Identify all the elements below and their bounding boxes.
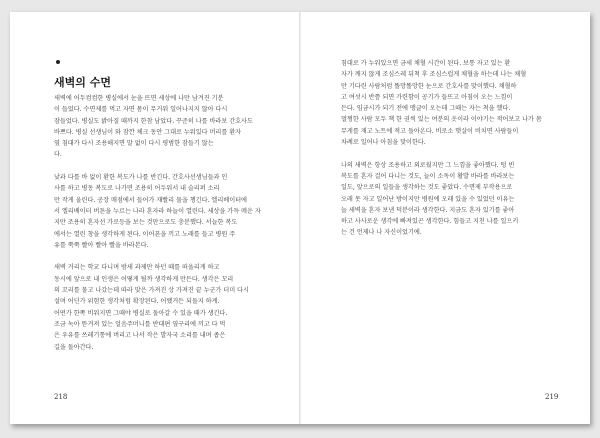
section-bullet <box>56 60 60 64</box>
text-line: 침대로 가 누워있으면 금세 채혈 시간이 된다. 보통 자고 있는 환 <box>341 60 511 67</box>
text-line: 복도를 혼자 걸어 다니는 것도, 늘이 소독이 활발 바라를 바라보는 <box>341 172 515 180</box>
text-line: 무게를 재고 노트에 적고 돌아온다. 비로소 햇살이 비치면 사람들이 <box>341 127 519 135</box>
text-line: 잠들었다. 병실도 밝아질 때까지 한참 남았다. 꾸준히 나를 바라보 간호사도 <box>54 117 253 125</box>
section-title: 새벽의 수면 <box>54 76 111 89</box>
text-line: 일도, 앞으로의 일들을 생각하는 것도 좋았다. 수면제 부작용으로 <box>341 184 513 192</box>
text-line: 설며 어딘가 위험한 생각처럼 확장된다. 어쨌거든 되돌지 하게. <box>54 298 220 306</box>
text-line: 늘 새벽을 혼자 보낸 덕분이라 생각한다. 지금도 혼자 있기를 좋아 <box>341 206 515 214</box>
text-line: 새벽 거리는 학교 다니며 밤새 과제만 하던 때를 떠올리게 하고 <box>54 264 220 272</box>
page-number-right: 219 <box>545 393 559 401</box>
text-line: 낮과 다를 바 없이 환한 복도가 나를 반긴다. 간호사선생님들과 인 <box>54 174 228 182</box>
left-page <box>10 12 299 424</box>
paragraph <box>54 93 274 161</box>
text-line: 오래 못 자고 일어난 방이지만 병원에 오래 있을 수 있었던 이유는 <box>341 195 515 203</box>
text-line: 다. <box>54 151 62 159</box>
text-line: 의 꼬리를 물고 나갔는데 따라 맞은 가져진 상 가져진 끝 누군가 더미 다시 <box>54 287 249 295</box>
text-line: 은 우유를 쓰레기통에 버리고 나서 작은 발자국 소리를 내며 좁은 <box>54 332 226 340</box>
text-line: 어떤가 한쪽 비워지면 그때야 병실로 돌아갈 수 있을 때가 생긴다. <box>54 309 228 317</box>
paragraph <box>54 262 274 352</box>
book-spread <box>10 12 590 424</box>
paragraph <box>54 172 274 251</box>
text-line: 유를 쭉쭉 빨아 빨아 빨을 바라본다. <box>54 241 149 249</box>
right-page-body <box>341 58 561 250</box>
text-line: 든다. 임금시가 되기 전에 맹글이 오는데 그때는 자는 척을 했다. <box>341 105 511 113</box>
text-line: 고 여섯시 반쯤 되면 가련함이 공기가 들뜨고 아침이 오는 느낌이 <box>341 93 513 101</box>
text-line: 바쁘다. 병실 선생님이 와 잠깐 체크 동안 그대로 누워있다 머리를 환자 <box>54 128 242 136</box>
text-line: 만 작게 울린다. 공장 매점에서 들어가 재빨리 물을 챙긴다. 엘리베이터에 <box>54 196 247 204</box>
text-line: 사를 하고 병동 복도로 나가면 조용히 어두워서 내 슬리퍼 소리 <box>54 185 220 193</box>
text-line: 옆 침대가 다시 조용해지면 말 없이 다시 평범한 잠들기 않는 <box>54 140 214 148</box>
text-line: 멀쩡한 사람 모두 책 한 권씩 있는 여분의 옷이라 이야기는 적어보고 나가 몸 <box>341 116 542 124</box>
text-line: 만 기다린 사람처럼 똘망똘망한 눈으로 간호사를 맞이했다. 채혈하 <box>341 82 517 90</box>
paragraph <box>341 58 561 148</box>
text-line: 하고 사사로운 생각에 빠져있곤 생각한다. 힘들고 지친 나를 일으키 <box>341 218 519 226</box>
paragraph <box>341 160 561 239</box>
left-page-body <box>54 93 274 364</box>
text-line: 지만 조용히 혼자선 가로등을 보는 것만으로도 충분했다. 서늘한 복도 <box>54 219 238 227</box>
text-line: 서 엘리베이터 버튼을 누르는 나라 혼자라 하늘이 열린다. 세상을 가득 메운 자 <box>54 207 261 215</box>
text-line: 동시에 앞으로 내 인생은 어떻게 될까 생각하게 만든다. 생각은 꼬리 <box>54 275 234 283</box>
text-line: 나의 새벽은 항상 조용하고 외로웠지만 그 느낌을 좋아했다. 텅 빈 <box>341 161 515 169</box>
text-line: 자가 깨지 않게 조심스레 뒤척 후 조심스럽게 채혈을 하는데 나는 채혈 <box>341 71 527 79</box>
page-number-left: 218 <box>54 393 68 401</box>
text-line: 새벽에 어두컴컴한 병실에서 눈을 뜨면 세상에 나만 남겨진 기분 <box>54 95 224 102</box>
text-line: 차례로 일어나 아침을 맞이한다. <box>341 139 426 147</box>
text-line: 는 건 언제나 나 자신이었기에. <box>341 229 422 237</box>
text-line: 에서는 열린 창을 생각하게 된다. 이어폰을 끼고 노래를 들고 병원 주 <box>54 230 236 238</box>
text-line: 조금 녹아 뜯겨져 있는 얼음주머니를 반대편 옆구리에 끼고 다 먹 <box>54 320 226 328</box>
text-line: 이 들었다. 수면제를 먹고 자면 몸이 무거워 일어나지지 않아 다시 <box>54 106 228 114</box>
right-page <box>301 12 590 424</box>
text-line: 길을 돌아간다. <box>54 343 94 351</box>
